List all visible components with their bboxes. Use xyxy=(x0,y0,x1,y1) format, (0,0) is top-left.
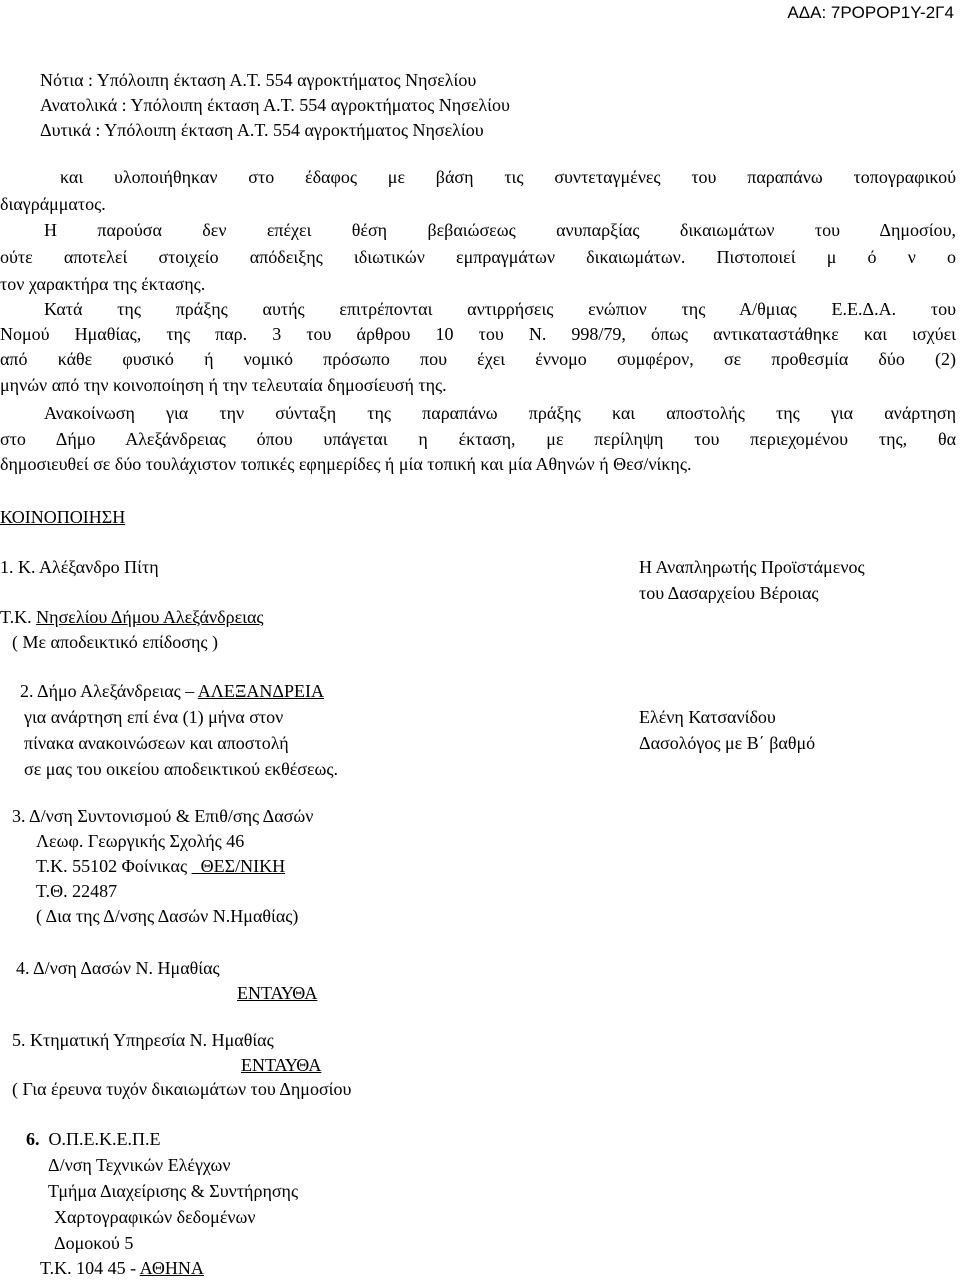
paragraph-2-line-1: Η παρούσα δεν επέχει θέση βεβαιώσεως ανυπαρξίας δικαιωμάτων του Δημοσίου, xyxy=(44,220,956,240)
recipient-3-postcode-city: ΘΕΣ/ΝΙΚΗ xyxy=(191,856,286,876)
recipient-3-street: Λεωφ. Γεωργικής Σχολής 46 xyxy=(36,831,245,851)
recipient-6-directorate: Δ/νση Τεχνικών Ελέγχων xyxy=(48,1155,231,1175)
paragraph-3-line-1: Κατά της πράξης αυτής επιτρέπονται αντιρρήσεις ενώπιον της Α/θμιας Ε.Ε.Δ.Α. του xyxy=(44,299,956,319)
recipient-3-note: ( Δια της Δ/νσης Δασών Ν.Ημαθίας) xyxy=(36,906,299,926)
recipient-4-location: ΕΝΤΑΥΘΑ xyxy=(237,983,318,1003)
recipient-3-pobox: Τ.Θ. 22487 xyxy=(36,881,118,901)
recipient-2-name-prefix: 2. Δήμο Αλεξάνδρειας – xyxy=(20,681,198,701)
paragraph-2-line-3: τον χαρακτήρα της έκτασης. xyxy=(0,274,206,294)
recipient-3-name: 3. Δ/νση Συντονισμού & Επιθ/σης Δασών xyxy=(12,806,314,826)
notification-heading: ΚΟΙΝΟΠΟΙΗΣΗ xyxy=(0,507,126,527)
recipient-6-number: 6. xyxy=(26,1129,40,1149)
recipient-2-note-line-1: για ανάρτηση επί ένα (1) μήνα στον xyxy=(24,707,284,727)
boundary-east: Ανατολικά : Υπόλοιπη έκταση Α.Τ. 554 αγροκτήματος Νησελίου xyxy=(40,95,510,115)
signature-name: Ελένη Κατσανίδου xyxy=(639,707,776,727)
paragraph-3-line-4: μηνών από την κοινοποίηση ή την τελευταία δημοσίευσή της. xyxy=(0,375,447,395)
recipient-1-name: 1. Κ. Αλέξανδρο Πίτη xyxy=(0,557,159,577)
recipient-6-org: Ο.Π.Ε.Κ.Ε.Π.Ε xyxy=(39,1129,161,1149)
recipient-2-name-place: ΑΛΕΞΑΝΔΡΕΙΑ xyxy=(197,681,324,701)
recipient-2-name xyxy=(20,680,324,702)
recipient-6-street: Δομοκού 5 xyxy=(54,1233,134,1253)
recipient-6-department: Τμήμα Διαχείρισης & Συντήρησης xyxy=(48,1181,299,1201)
recipient-6-postcode xyxy=(40,1257,204,1279)
boundary-west: Δυτικά : Υπόλοιπη έκταση Α.Τ. 554 αγροκτήματος Νησελίου xyxy=(40,120,484,140)
recipient-6-department-2: Χαρτογραφικών δεδομένων xyxy=(54,1207,256,1227)
paragraph-4-line-2: στο Δήμο Αλεξάνδρειας όπου υπάγεται η έκταση, με περίληψη του περιεχομένου της, θα xyxy=(0,429,956,449)
paragraph-3-line-3: από κάθε φυσικό ή νομικό πρόσωπο που έχει έννομο συμφέρον, σε προθεσμία δύο (2) xyxy=(0,349,956,369)
paragraph-4-line-3: δημοσιευθεί σε δύο τουλάχιστον τοπικές εφημερίδες ή μία τοπική και μία Αθηνών ή Θεσ/νίκης. xyxy=(0,454,692,474)
recipient-2-note-line-2: πίνακα ανακοινώσεων και αποστολή xyxy=(24,733,289,753)
paragraph-1-line-1: και υλοποιήθηκαν στο έδαφος με βάση τις συντεταγμένες του παραπάνω τοπογραφικού xyxy=(60,167,956,187)
recipient-1-address-prefix: Τ.Κ. xyxy=(0,607,37,627)
ada-code: ΑΔΑ: 7ΡΟΡΟΡ1Υ-2Γ4 xyxy=(787,3,954,22)
paragraph-1-line-2: διαγράμματος. xyxy=(0,194,106,214)
recipient-2-note-line-3: σε μας του οικείου αποδεικτικού εκθέσεως. xyxy=(24,759,339,779)
recipient-3-postcode-prefix: Τ.Κ. 55102 Φοίνικας xyxy=(36,856,192,876)
paragraph-3-line-2: Νομού Ημαθίας, της παρ. 3 του άρθρου 10 του Ν. 998/79, όπως αντικαταστάθηκε και ισχύει xyxy=(0,324,956,344)
recipient-5-name: 5. Κτηματική Υπηρεσία Ν. Ημαθίας xyxy=(12,1030,274,1050)
paragraph-2-line-2: ούτε αποτελεί στοιχείο απόδειξης ιδιωτικών εμπραγμάτων δικαιωμάτων. Πιστοποιεί μ ό ν ο xyxy=(0,247,956,267)
recipient-6-postcode-prefix: Τ.Κ. 104 45 - xyxy=(40,1258,140,1278)
recipient-6-name xyxy=(26,1128,160,1150)
recipient-1-note: ( Με αποδεικτικό επίδοσης ) xyxy=(12,632,218,652)
recipient-3-postcode xyxy=(36,855,285,877)
recipient-5-location: ΕΝΤΑΥΘΑ xyxy=(241,1055,322,1075)
signature-rank: Δασολόγος με Β΄ βαθμό xyxy=(639,733,816,753)
recipient-1-address xyxy=(0,606,264,628)
signature-title-line-1: Η Αναπληρωτής Προϊστάμενος xyxy=(639,557,865,577)
recipient-4-name: 4. Δ/νση Δασών Ν. Ημαθίας xyxy=(16,958,220,978)
signature-title-line-2: του Δασαρχείου Βέροιας xyxy=(639,583,819,603)
recipient-5-note: ( Για έρευνα τυχόν δικαιωμάτων του Δημοσίου xyxy=(12,1079,352,1099)
paragraph-4-line-1: Ανακοίνωση για την σύνταξη της παραπάνω πράξης και αποστολής της για ανάρτηση xyxy=(44,403,956,423)
recipient-6-postcode-city: ΑΘΗΝΑ xyxy=(139,1258,204,1278)
boundary-south: Νότια : Υπόλοιπη έκταση Α.Τ. 554 αγροκτήματος Νησελίου xyxy=(40,70,477,90)
recipient-1-address-place: Νησελίου Δήμου Αλεξάνδρειας xyxy=(36,607,264,627)
